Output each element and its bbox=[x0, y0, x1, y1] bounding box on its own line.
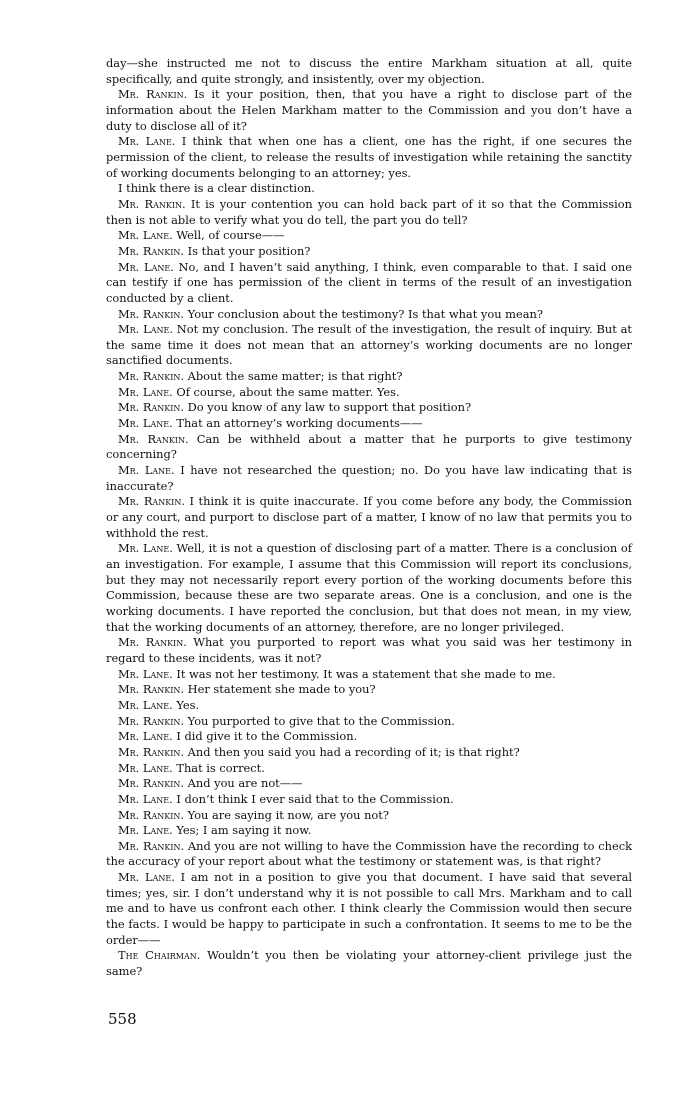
paragraph-text: I did give it to the Commission. bbox=[172, 729, 358, 744]
transcript-paragraph bbox=[106, 635, 632, 666]
speaker-label: Mr. Rankin. bbox=[118, 838, 185, 853]
transcript-paragraph bbox=[106, 307, 632, 323]
paragraph-text: That an attorney’s working documents—— bbox=[172, 416, 423, 431]
transcript-paragraph bbox=[106, 197, 632, 228]
transcript-paragraph bbox=[106, 714, 632, 730]
speaker-label: Mr. Lane. bbox=[118, 541, 173, 556]
paragraph-text: Well, it is not a question of disclosing part of a matter. There is a conclusion of an investigation. For example, I assume that this Commission will report its conclusions, but they may not necessarily report every portion of the working documents before this Commission, because these are two separate areas. One is a conclusion, and one is the working documents. I have reported the conclusion, but that does not mean, in my view, that the working documents of an attorney, therefore, are no longer privileged. bbox=[106, 541, 632, 634]
paragraph-text: Yes; I am saying it now. bbox=[172, 823, 312, 838]
speaker-label: Mr. Lane. bbox=[118, 134, 176, 149]
paragraph-text: What you purported to report was what you said was her testimony in regard to these incidents, was it not? bbox=[106, 635, 632, 665]
speaker-label: Mr. Lane. bbox=[118, 416, 173, 431]
transcript-paragraph bbox=[106, 948, 632, 979]
transcript-paragraph bbox=[106, 839, 632, 870]
transcript-paragraph bbox=[106, 181, 632, 197]
paragraph-text: Do you know of any law to support that position? bbox=[184, 400, 472, 415]
speaker-label: Mr. Rankin. bbox=[118, 400, 185, 415]
transcript-paragraph bbox=[106, 56, 632, 87]
speaker-label: Mr. Rankin. bbox=[118, 494, 185, 509]
speaker-label: Mr. Lane. bbox=[118, 823, 173, 838]
speaker-label: Mr. Rankin. bbox=[118, 243, 185, 258]
paragraph-text: Of course, about the same matter. Yes. bbox=[172, 384, 400, 399]
speaker-label: Mr. Lane. bbox=[118, 666, 173, 681]
speaker-label: Mr. Lane. bbox=[118, 228, 173, 243]
paragraph-text: It was not her testimony. It was a statement that she made to me. bbox=[172, 666, 556, 681]
paragraph-text: Well, of course—— bbox=[172, 228, 285, 243]
paragraph-text: Wouldn’t you then be violating your attorney-client privilege just the same? bbox=[106, 948, 632, 979]
paragraph-text: Not my conclusion. The result of the investigation, the result of inquiry. But at the same time it does not mean that an attorney’s working documents are no longer sanctified documents. bbox=[106, 322, 632, 368]
transcript-paragraph bbox=[106, 667, 632, 683]
transcript-paragraph bbox=[106, 682, 632, 698]
paragraph-text: And you are not willing to have the Commission have the recording to check the accuracy of your report about what the testimony or statement was, is that right? bbox=[106, 838, 633, 869]
paragraph-text: I think it is quite inaccurate. If you come before any body, the Commission or any court, and purport to disclose part of a matter, I know of no law that permits you to withhold the rest. bbox=[106, 494, 632, 540]
transcript-paragraph bbox=[106, 823, 632, 839]
paragraph-text: No, and I haven’t said anything, I think, even comparable to that. I said one can testify if one has permission of the client in terms of the result of an investigation conducted by a client. bbox=[106, 259, 632, 305]
speaker-label: Mr. Rankin. bbox=[118, 369, 185, 384]
page-number: 558 bbox=[108, 1010, 137, 1028]
paragraph-text: I don’t think I ever said that to the Commission. bbox=[172, 791, 454, 806]
paragraph-text: About the same matter; is that right? bbox=[184, 369, 403, 384]
transcript-paragraph bbox=[106, 416, 632, 432]
transcript-paragraph bbox=[106, 87, 632, 134]
transcript-paragraph bbox=[106, 745, 632, 761]
paragraph-text: I think that when one has a client, one has the right, if one secures the permission of the client, to release the results of investigation while retaining the sanctity of working documents belonging to an attorney; yes. bbox=[106, 134, 632, 180]
speaker-label: The Chairman. bbox=[118, 948, 201, 963]
transcript-paragraph bbox=[106, 808, 632, 824]
paragraph-text: Is it your position, then, that you have a right to disclose part of the information about the Helen Markham matter to the Commission and you don’t have a duty to disclose all of it? bbox=[106, 87, 632, 133]
paragraph-text: And then you said you had a recording of it; is that right? bbox=[184, 744, 520, 759]
transcript-body bbox=[106, 56, 632, 980]
speaker-label: Mr. Rankin. bbox=[118, 87, 188, 102]
transcript-paragraph bbox=[106, 776, 632, 792]
paragraph-text: You purported to give that to the Commission. bbox=[184, 713, 455, 728]
paragraph-text: I am not in a position to give you that document. I have said that several times; yes, sir. I don’t understand why it is not possible to call Mrs. Markham and to call me and to have us confront each other. I think clearly the Commission would then secure the facts. I would be happy to participate in such a confrontation. It seems to me to be the order—— bbox=[106, 870, 633, 947]
transcript-paragraph bbox=[106, 228, 632, 244]
speaker-label: Mr. Lane. bbox=[118, 791, 173, 806]
speaker-label: Mr. Rankin. bbox=[118, 306, 185, 321]
speaker-label: Mr. Lane. bbox=[118, 463, 175, 478]
paragraph-text: That is correct. bbox=[172, 760, 265, 775]
paragraph-text: Your conclusion about the testimony? Is that what you mean? bbox=[184, 306, 543, 321]
speaker-label: Mr. Lane. bbox=[118, 322, 173, 337]
speaker-label: Mr. Lane. bbox=[118, 697, 173, 712]
paragraph-text: Is that your position? bbox=[184, 243, 311, 258]
transcript-paragraph bbox=[106, 792, 632, 808]
speaker-label: Mr. Rankin. bbox=[118, 635, 187, 650]
transcript-paragraph bbox=[106, 761, 632, 777]
paragraph-text: Her statement she made to you? bbox=[184, 682, 376, 697]
speaker-label: Mr. Rankin. bbox=[118, 744, 185, 759]
speaker-label: Mr. Lane. bbox=[118, 384, 173, 399]
transcript-paragraph bbox=[106, 729, 632, 745]
speaker-label: Mr. Rankin. bbox=[118, 776, 185, 791]
transcript-paragraph bbox=[106, 698, 632, 714]
paragraph-text: Can be withheld about a matter that he purports to give testimony concerning? bbox=[106, 431, 632, 462]
speaker-label: Mr. Rankin. bbox=[118, 713, 185, 728]
paragraph-text: And you are not—— bbox=[184, 776, 303, 791]
transcript-paragraph bbox=[106, 870, 632, 948]
paragraph-text: I have not researched the question; no. Do you have law indicating that is inaccurate? bbox=[106, 463, 632, 493]
paragraph-text: It is your contention you can hold back part of it so that the Commission then is not able to verify what you do tell, the part you do tell? bbox=[106, 196, 632, 227]
transcript-paragraph bbox=[106, 369, 632, 385]
speaker-label: Mr. Lane. bbox=[118, 729, 173, 744]
paragraph-text: You are saying it now, are you not? bbox=[184, 807, 389, 822]
speaker-label: Mr. Rankin. bbox=[118, 807, 185, 822]
speaker-label: Mr. Lane. bbox=[118, 259, 174, 274]
paragraph-text: I think there is a clear distinction. bbox=[118, 181, 315, 196]
transcript-paragraph bbox=[106, 134, 632, 181]
transcript-paragraph bbox=[106, 260, 632, 307]
transcript-paragraph bbox=[106, 400, 632, 416]
transcript-paragraph bbox=[106, 385, 632, 401]
speaker-label: Mr. Rankin. bbox=[118, 431, 189, 446]
speaker-label: Mr. Lane. bbox=[118, 760, 173, 775]
transcript-paragraph bbox=[106, 463, 632, 494]
paragraph-text: Yes. bbox=[172, 697, 200, 712]
transcript-paragraph bbox=[106, 322, 632, 369]
transcript-paragraph bbox=[106, 244, 632, 260]
transcript-paragraph bbox=[106, 541, 632, 635]
transcript-paragraph bbox=[106, 494, 632, 541]
speaker-label: Mr. Rankin. bbox=[118, 682, 185, 697]
speaker-label: Mr. Rankin. bbox=[118, 196, 186, 211]
speaker-label: Mr. Lane. bbox=[118, 870, 175, 885]
transcript-paragraph bbox=[106, 432, 632, 463]
paragraph-text: day—she instructed me not to discuss the entire Markham situation at all, quite specifically, and quite strongly, and insistently, over my objection. bbox=[106, 56, 632, 86]
